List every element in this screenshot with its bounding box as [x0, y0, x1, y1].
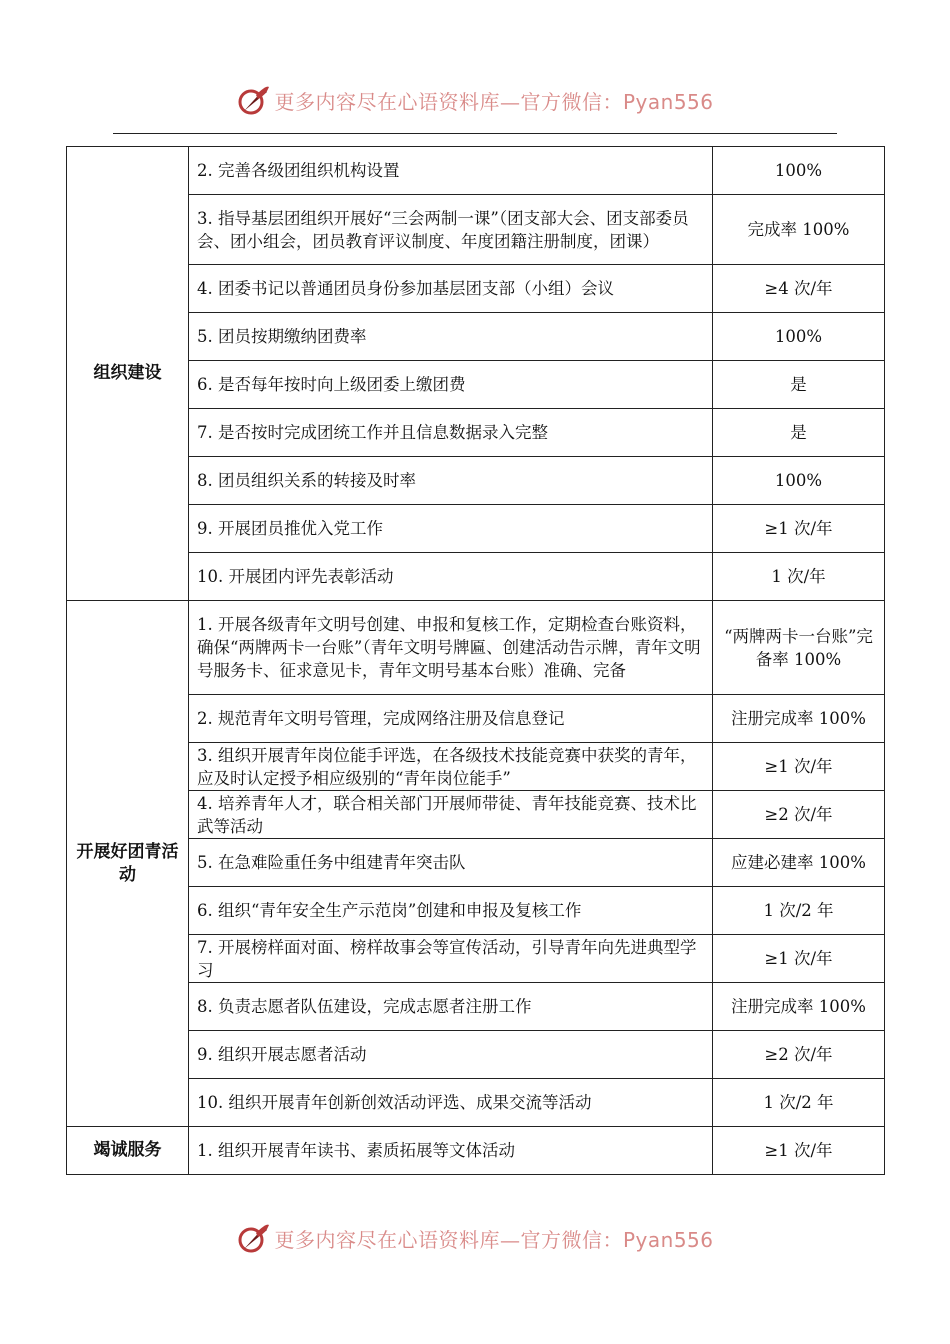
quill-logo-icon	[236, 83, 270, 117]
table-row	[67, 1127, 885, 1175]
value-cell: ≥2 次/年	[713, 791, 885, 839]
item-cell: 4. 培养青年人才，联合相关部门开展师带徒、青年技能竞赛、技术比武等活动	[189, 791, 713, 839]
table-row	[67, 1079, 885, 1127]
table-row	[67, 839, 885, 887]
table-row	[67, 313, 885, 361]
value-cell: 1 次/2 年	[713, 1079, 885, 1127]
value-cell: ≥1 次/年	[713, 743, 885, 791]
assessment-table	[66, 146, 885, 1175]
value-cell: 是	[713, 409, 885, 457]
table-row	[67, 695, 885, 743]
item-cell: 9. 开展团员推优入党工作	[189, 505, 713, 553]
value-cell: ≥4 次/年	[713, 265, 885, 313]
table-row	[67, 553, 885, 601]
table-row	[67, 791, 885, 839]
item-cell: 10. 开展团内评先表彰活动	[189, 553, 713, 601]
item-cell: 10. 组织开展青年创新创效活动评选、成果交流等活动	[189, 1079, 713, 1127]
value-cell: 注册完成率 100%	[713, 983, 885, 1031]
header-banner	[0, 80, 950, 120]
value-cell: 完成率 100%	[713, 195, 885, 265]
value-cell: 是	[713, 361, 885, 409]
item-cell: 7. 是否按时完成团统工作并且信息数据录入完整	[189, 409, 713, 457]
item-cell: 6. 是否每年按时向上级团委上缴团费	[189, 361, 713, 409]
item-cell: 6. 组织“青年安全生产示范岗”创建和申报及复核工作	[189, 887, 713, 935]
item-cell: 2. 完善各级团组织机构设置	[189, 147, 713, 195]
table-row	[67, 361, 885, 409]
value-cell: 1 次/2 年	[713, 887, 885, 935]
value-cell: 100%	[713, 313, 885, 361]
item-cell: 9. 组织开展志愿者活动	[189, 1031, 713, 1079]
item-cell: 8. 团员组织关系的转接及时率	[189, 457, 713, 505]
footer-banner-text: 更多内容尽在心语资料库—官方微信：Pyan556	[274, 1227, 714, 1252]
table-row	[67, 601, 885, 695]
value-cell: ≥1 次/年	[713, 1127, 885, 1175]
value-cell: 注册完成率 100%	[713, 695, 885, 743]
category-cell: 竭诚服务	[67, 1127, 189, 1175]
table-row	[67, 505, 885, 553]
table-row	[67, 265, 885, 313]
table-row	[67, 457, 885, 505]
item-cell: 7. 开展榜样面对面、榜样故事会等宣传活动，引导青年向先进典型学习	[189, 935, 713, 983]
value-cell: ≥2 次/年	[713, 1031, 885, 1079]
item-cell: 3. 指导基层团组织开展好“三会两制一课”（团支部大会、团支部委员会、团小组会，团员教育评议制度、年度团籍注册制度，团课）	[189, 195, 713, 265]
value-cell: 100%	[713, 457, 885, 505]
item-cell: 8. 负责志愿者队伍建设，完成志愿者注册工作	[189, 983, 713, 1031]
header-rule	[113, 133, 837, 134]
value-cell: “两牌两卡一台账”完备率 100%	[713, 601, 885, 695]
item-cell: 2. 规范青年文明号管理，完成网络注册及信息登记	[189, 695, 713, 743]
item-cell: 3. 组织开展青年岗位能手评选，在各级技术技能竞赛中获奖的青年，应及时认定授予相应级别的“青年岗位能手”	[189, 743, 713, 791]
category-cell: 组织建设	[67, 147, 189, 601]
item-cell: 4. 团委书记以普通团员身份参加基层团支部（小组）会议	[189, 265, 713, 313]
table-row	[67, 887, 885, 935]
table-row	[67, 195, 885, 265]
value-cell: 应建必建率 100%	[713, 839, 885, 887]
table-row	[67, 409, 885, 457]
table-row	[67, 983, 885, 1031]
value-cell: ≥1 次/年	[713, 935, 885, 983]
item-cell: 1. 组织开展青年读书、素质拓展等文体活动	[189, 1127, 713, 1175]
table-row	[67, 743, 885, 791]
header-banner-text: 更多内容尽在心语资料库—官方微信：Pyan556	[274, 89, 714, 114]
value-cell: 1 次/年	[713, 553, 885, 601]
value-cell: ≥1 次/年	[713, 505, 885, 553]
quill-logo-icon	[236, 1221, 270, 1255]
item-cell: 5. 在急难险重任务中组建青年突击队	[189, 839, 713, 887]
value-cell: 100%	[713, 147, 885, 195]
table-row	[67, 1031, 885, 1079]
table-row	[67, 935, 885, 983]
item-cell: 1. 开展各级青年文明号创建、申报和复核工作，定期检查台账资料，确保“两牌两卡一台账”（青年文明号牌匾、创建活动告示牌，青年文明号服务卡、征求意见卡，青年文明号基本台账）准确、完备	[189, 601, 713, 695]
item-cell: 5. 团员按期缴纳团费率	[189, 313, 713, 361]
category-cell: 开展好团青活动	[67, 601, 189, 1127]
footer-banner	[0, 1218, 950, 1258]
table-row	[67, 147, 885, 195]
